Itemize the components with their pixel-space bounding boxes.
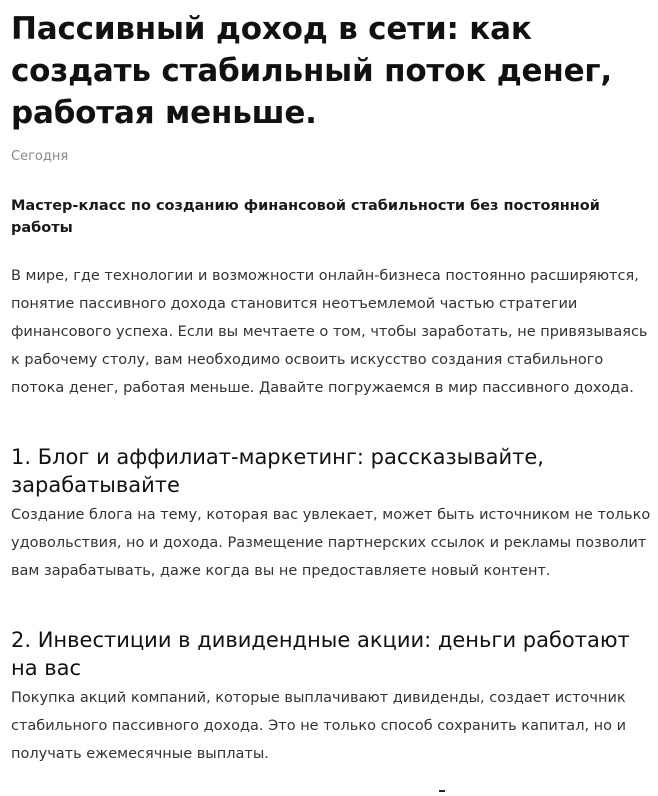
section-text: Покупка акций компаний, которые выплачивают дивиденды, создает источник стабильного пассивного дохода. Это не только способ сохранить капитал, но и получать ежемесячные выплаты. [11,690,627,762]
section-dividend-stocks [11,626,658,768]
cut-off-text-fragment [439,790,445,796]
article-date: Сегодня [11,149,69,164]
section-heading: 2. Инвестиции в дивидендные акции: деньги работают на вас [11,628,630,680]
article-subtitle: Мастер-класс по созданию финансовой стабильности без постоянной работы [11,198,600,236]
section-blog-affiliate [11,443,658,585]
article-title: Пассивный доход в сети: как создать стабильный поток денег, работая меньше. [11,11,612,131]
article-intro: В мире, где технологии и возможности онлайн-бизнеса постоянно расширяются, понятие пассивного дохода становится неотъемлемой частью стратегии финансового успеха. Если вы мечтаете о том, чтобы заработать, не привязываясь к рабочему столу, вам необходимо освоить искусство создания стабильного потока денег, работая меньше. Давайте погружаемся в мир пассивного дохода. [11,268,648,396]
section-text: Создание блога на тему, которая вас увлекает, может быть источником не только удовольствия, но и дохода. Размещение партнерских ссылок и рекламы позволит вам зарабатывать, даже когда вы не предоставляете новый контент. [11,507,651,579]
section-heading: 1. Блог и аффилиат-маркетинг: рассказывайте, зарабатывайте [11,445,544,497]
